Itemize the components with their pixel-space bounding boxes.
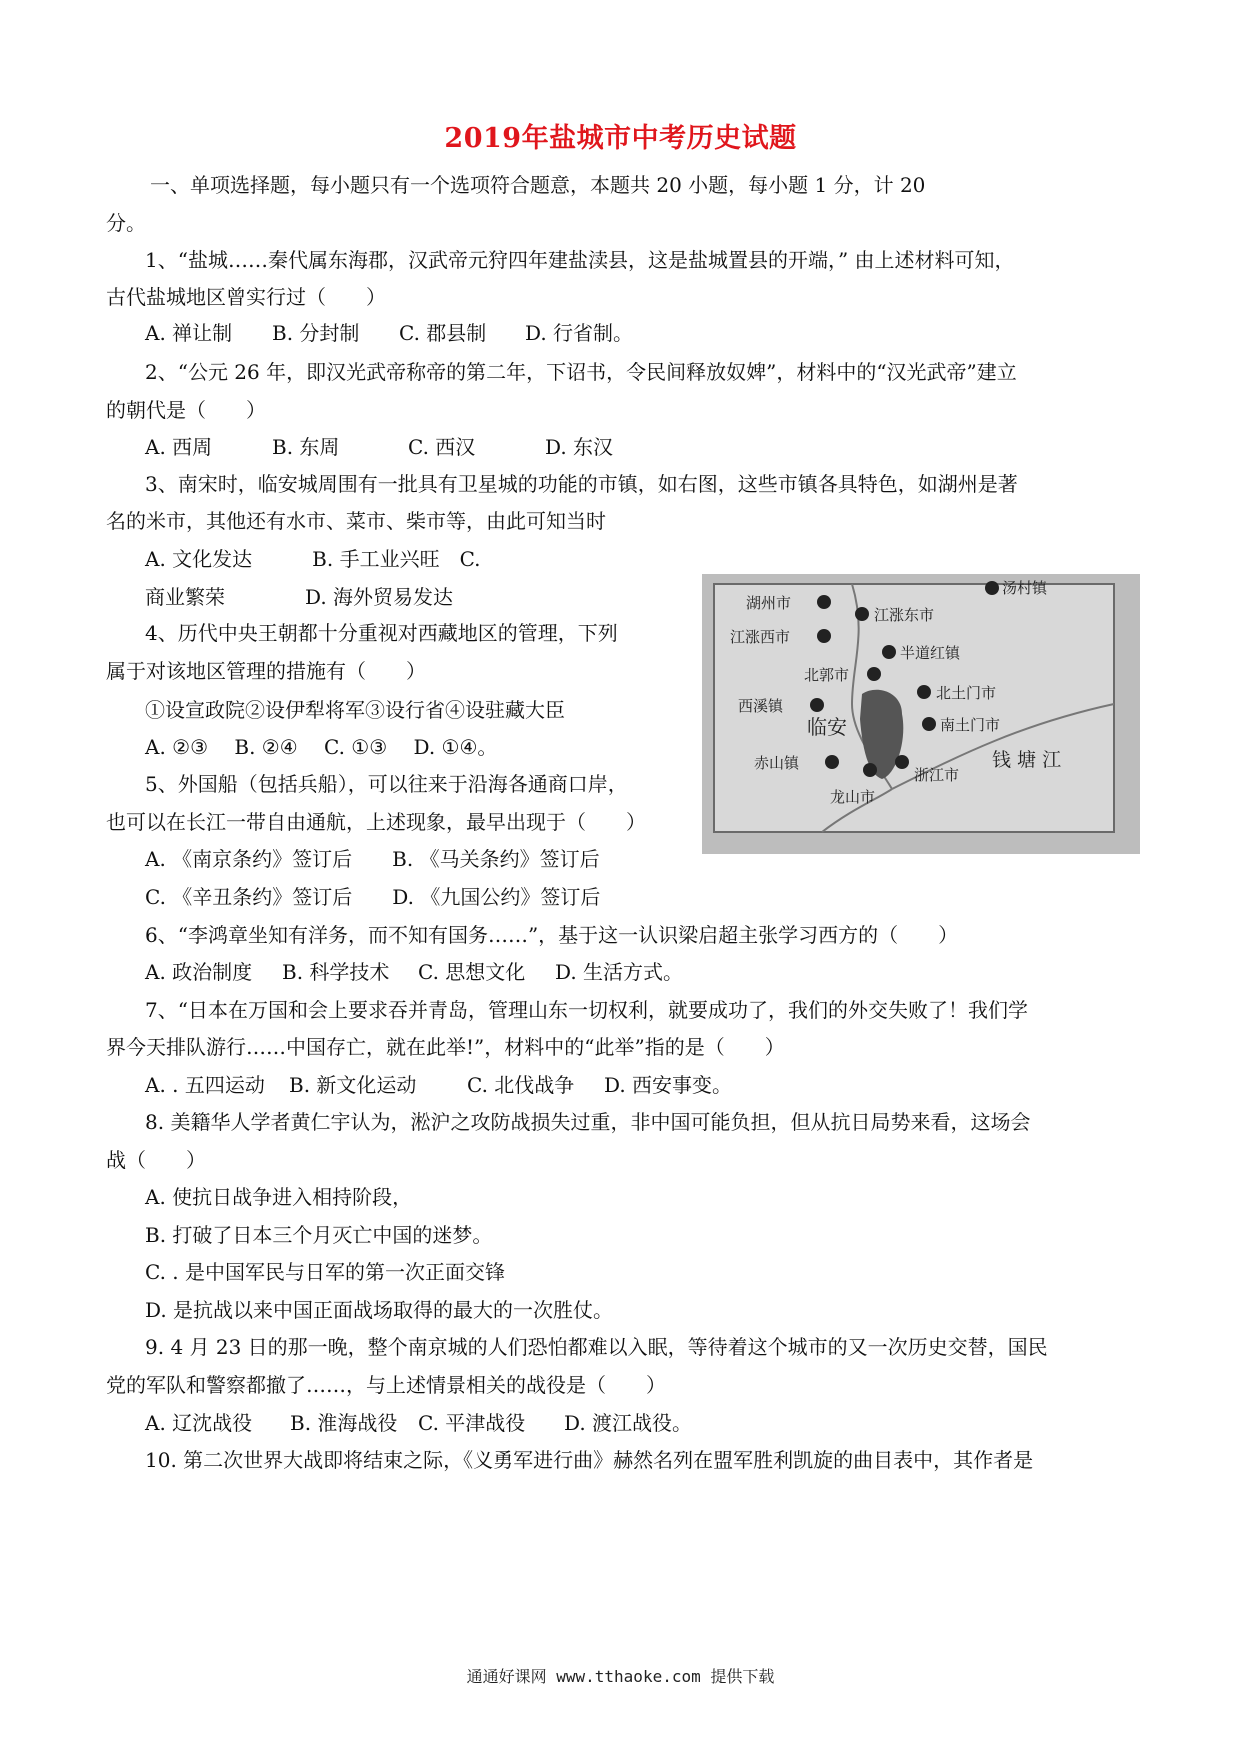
q6-option-d: D. 生活方式。 bbox=[555, 960, 684, 984]
q9-option-d: D. 渡江战役。 bbox=[564, 1411, 693, 1435]
map-label-huzhou: 湖州市 bbox=[746, 594, 792, 612]
q7-stem-line2: 界今天排队游行……中国存亡，就在此举!”，材料中的“此举”指的是（ ） bbox=[106, 1035, 785, 1059]
q9-stem-line1: 9. 4 月 23 日的那一晚，整个南京城的人们恐怕都难以入眠，等待着这个城市的又一次历史交替，国民 bbox=[145, 1335, 1048, 1359]
q3-options-line2: 商业繁荣 D. 海外贸易发达 bbox=[145, 585, 454, 609]
q1-option-b: B. 分封制 bbox=[272, 321, 360, 345]
q9-option-a: A. 辽沈战役 bbox=[145, 1411, 253, 1435]
q2-option-b: B. 东周 bbox=[272, 435, 340, 459]
map-dot-zhejiang bbox=[895, 755, 909, 769]
page-title: 2019年盐城市中考历史试题 bbox=[444, 123, 797, 154]
instructions-line1: 一、单项选择题，每小题只有一个选项符合题意，本题共 20 小题，每小题 1 分，计 20 bbox=[150, 173, 926, 197]
q3-stem-line2: 名的米市，其他还有水市、菜市、柴市等，由此可知当时 bbox=[106, 509, 606, 533]
q1-stem-line2: 古代盐城地区曾实行过（ ） bbox=[106, 285, 386, 309]
map-dot-jiangzhangxi bbox=[817, 629, 831, 643]
map-dot-xixi bbox=[810, 698, 824, 712]
map-dot-longshan bbox=[863, 763, 877, 777]
q3-options-line1: A. 文化发达 B. 手工业兴旺 C. bbox=[145, 547, 481, 571]
q4-stem-line1: 4、历代中央王朝都十分重视对西藏地区的管理，下列 bbox=[145, 621, 618, 645]
q1-option-c: C. 郡县制 bbox=[399, 321, 487, 345]
map-dot-banqiaohong bbox=[882, 645, 896, 659]
q6-stem: 6、“李鸿章坐知有洋务，而不知有国务……”，基于这一认识梁启超主张学习西方的（ ） bbox=[145, 923, 959, 947]
q2-stem-line2: 的朝代是（ ） bbox=[106, 398, 266, 422]
q4-items: ①设宣政院②设伊犁将军③设行省④设驻藏大臣 bbox=[145, 698, 565, 722]
map-label-banqiaohong: 半道红镇 bbox=[900, 644, 961, 662]
map-dot-beiguo bbox=[867, 667, 881, 681]
q8-stem-line1: 8. 美籍华人学者黄仁宇认为，淞沪之攻防战损失过重，非中国可能负担，但从抗日局势来看，这场会 bbox=[145, 1110, 1031, 1134]
map-label-nantumen: 南土门市 bbox=[940, 716, 1001, 734]
map-dot-nantumen bbox=[922, 717, 936, 731]
map-label-qiantang: 钱 塘 江 bbox=[992, 749, 1062, 771]
map-label-longshan: 龙山市 bbox=[830, 788, 876, 806]
q2-option-c: C. 西汉 bbox=[408, 435, 476, 459]
q4-options: A. ②③ B. ②④ C. ①③ D. ①④。 bbox=[145, 735, 498, 759]
map-label-chishan: 赤山镇 bbox=[754, 754, 800, 772]
q8-option-d: D. 是抗战以来中国正面战场取得的最大的一次胜仗。 bbox=[145, 1298, 614, 1322]
map-label-xixi: 西溪镇 bbox=[738, 697, 784, 715]
q7-option-c: C. 北伐战争 bbox=[467, 1073, 575, 1097]
map-dot-chishan bbox=[825, 755, 839, 769]
q5-stem-line2: 也可以在长江一带自由通航，上述现象，最早出现于（ ） bbox=[106, 810, 646, 834]
map-dot-huzhou bbox=[817, 595, 831, 609]
lin-an-map bbox=[702, 574, 1140, 854]
q7-stem-line1: 7、“日本在万国和会上要求吞并青岛，管理山东一切权利，就要成功了，我们的外交失败了！我们学 bbox=[145, 998, 1028, 1022]
q8-option-a: A. 使抗日战争进入相持阶段， bbox=[145, 1185, 413, 1209]
q9-stem-line2: 党的军队和警察都撤了……，与上述情景相关的战役是（ ） bbox=[106, 1373, 666, 1397]
q10-stem-line1: 10. 第二次世界大战即将结束之际，《义勇军进行曲》赫然名列在盟军胜利凯旋的曲目表中，其作者是 bbox=[145, 1448, 1034, 1472]
q6-option-a: A. 政治制度 bbox=[145, 960, 253, 984]
q1-stem-line1: 1、“盐城……秦代属东海郡，汉武帝元狩四年建盐渎县，这是盐城置县的开端，” 由上述材料可知， bbox=[145, 248, 1015, 272]
map-label-jiangzhangxi: 江涨西市 bbox=[730, 628, 791, 646]
map-dot-jiangzhangdong bbox=[855, 607, 869, 621]
page-footer: 通通好课网 www.tthaoke.com 提供下载 bbox=[466, 1667, 775, 1686]
q8-stem-line2: 战（ ） bbox=[106, 1148, 206, 1172]
q7-option-b: B. 新文化运动 bbox=[289, 1073, 417, 1097]
instructions-line2: 分。 bbox=[106, 211, 146, 235]
q2-option-a: A. 西周 bbox=[145, 435, 213, 459]
map-dot-tangcun bbox=[985, 581, 999, 595]
q2-stem-line1: 2、“公元 26 年，即汉光武帝称帝的第二年，下诏书，令民间释放奴婢”，材料中的“汉光武帝”建立 bbox=[145, 360, 1017, 384]
map-label-beitumen: 北土门市 bbox=[936, 684, 997, 702]
q5-options-line1: A. 《南京条约》签订后 B. 《马关条约》签订后 bbox=[145, 847, 600, 871]
q8-option-c: C. . 是中国军民与日军的第一次正面交锋 bbox=[145, 1260, 506, 1284]
q6-option-b: B. 科学技术 bbox=[282, 960, 390, 984]
map-label-beiguo: 北郭市 bbox=[804, 666, 850, 684]
q3-stem-line1: 3、南宋时，临安城周围有一批具有卫星城的功能的市镇，如右图，这些市镇各具特色，如湖州是著 bbox=[145, 472, 1018, 496]
q4-stem-line2: 属于对该地区管理的措施有（ ） bbox=[106, 659, 426, 683]
map-label-linan: 临安 bbox=[807, 715, 847, 739]
q7-option-d: D. 西安事变。 bbox=[604, 1073, 733, 1097]
map-label-zhejiang: 浙江市 bbox=[914, 766, 960, 784]
q1-option-a: A. 禅让制 bbox=[145, 321, 233, 345]
q5-stem-line1: 5、外国船（包括兵船），可以往来于沿海各通商口岸， bbox=[145, 772, 628, 796]
q7-option-a: A. . 五四运动 bbox=[145, 1073, 265, 1097]
q9-option-b: B. 淮海战役 bbox=[290, 1411, 398, 1435]
q2-option-d: D. 东汉 bbox=[545, 435, 614, 459]
q9-option-c: C. 平津战役 bbox=[418, 1411, 526, 1435]
map-label-jiangzhangdong: 江涨东市 bbox=[874, 606, 935, 624]
q5-options-line2: C. 《辛丑条约》签订后 D. 《九国公约》签订后 bbox=[145, 885, 601, 909]
q6-option-c: C. 思想文化 bbox=[418, 960, 526, 984]
map-dot-beitumen bbox=[917, 685, 931, 699]
q8-option-b: B. 打破了日本三个月灭亡中国的迷梦。 bbox=[145, 1223, 493, 1247]
q1-option-d: D. 行省制。 bbox=[525, 321, 634, 345]
map-label-tangcun: 汤村镇 bbox=[1002, 579, 1048, 597]
